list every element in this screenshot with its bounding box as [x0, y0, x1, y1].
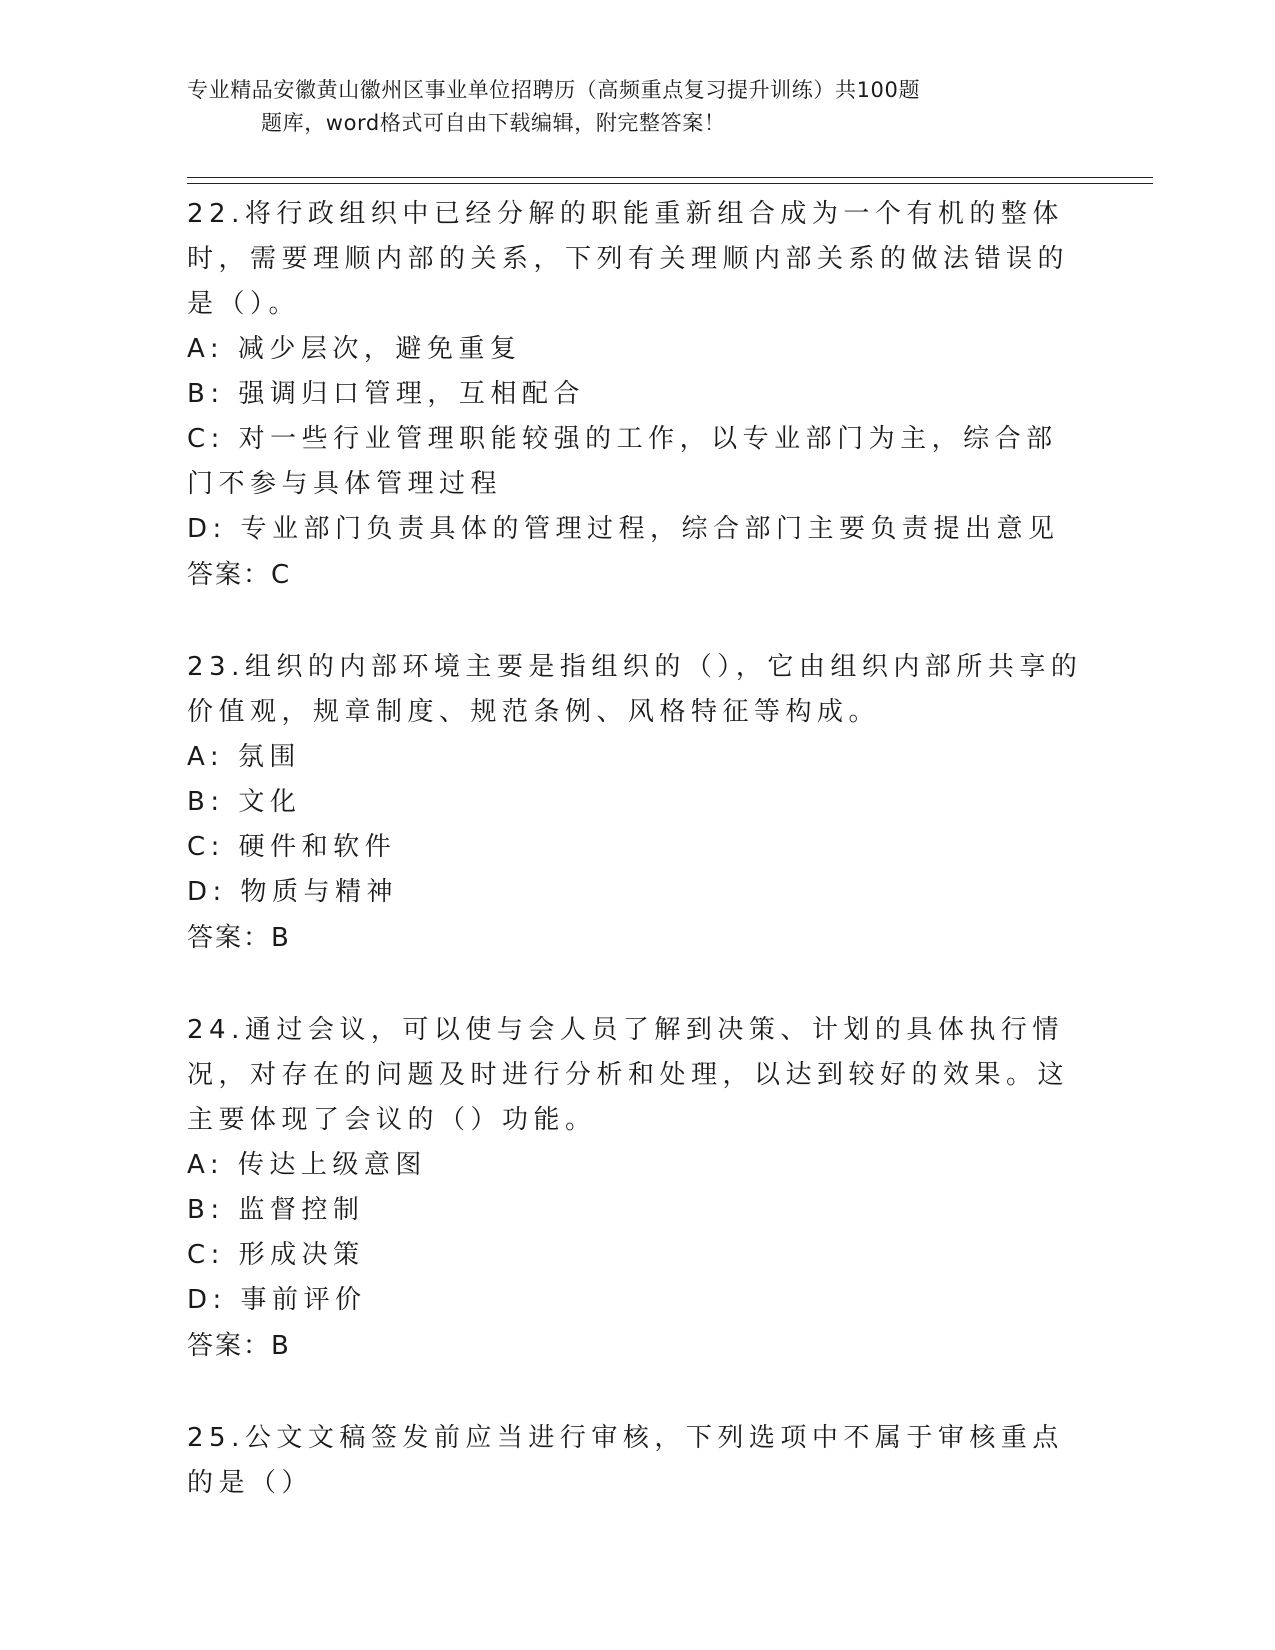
option-a: A: 氛围 — [187, 742, 301, 772]
option-c: C: 形成决策 — [187, 1240, 365, 1270]
option-b: B: 文化 — [187, 787, 302, 817]
document-header — [187, 74, 1047, 140]
option-b: B: 强调归口管理，互相配合 — [187, 379, 585, 409]
header-line-1: 专业精品安徽黄山徽州区事业单位招聘历（高频重点复习提升训练）共100题 — [187, 78, 921, 102]
option-a: A: 传达上级意图 — [187, 1150, 427, 1180]
option-b: B: 监督控制 — [187, 1195, 365, 1225]
question-stem: 24.通过会议，可以使与会人员了解到决策、计划的具体执行情况，对存在的问题及时进行分析和处理，以达到较好的效果。这主要体现了会议的（）功能。 — [187, 1015, 1070, 1135]
question-24 — [187, 1008, 1087, 1369]
option-c: C: 硬件和软件 — [187, 832, 397, 862]
header-divider-bottom — [187, 183, 1153, 184]
question-list — [187, 192, 1087, 1553]
answer-label: 答案： — [187, 560, 272, 590]
question-stem: 23.组织的内部环境主要是指组织的（），它由组织内部所共享的价值观，规章制度、规范条例、风格特征等构成。 — [187, 652, 1083, 727]
answer-line — [187, 915, 1087, 961]
question-25 — [187, 1416, 1087, 1506]
option-d: D: 物质与精神 — [187, 877, 399, 907]
option-d: D: 事前评价 — [187, 1285, 367, 1315]
question-23 — [187, 645, 1087, 961]
answer-line — [187, 1323, 1087, 1369]
option-a: A: 减少层次，避免重复 — [187, 334, 522, 364]
option-d: D: 专业部门负责具体的管理过程，综合部门主要负责提出意见 — [187, 514, 1060, 544]
answer-label: 答案： — [187, 1331, 272, 1361]
answer-value: C — [271, 560, 291, 590]
answer-value: B — [271, 1331, 290, 1361]
question-stem: 25.公文文稿签发前应当进行审核，下列选项中不属于审核重点的是（） — [187, 1423, 1064, 1498]
answer-label: 答案： — [187, 923, 272, 953]
question-22 — [187, 192, 1087, 598]
answer-line — [187, 552, 1087, 598]
header-divider-top — [187, 177, 1153, 178]
header-line-2: 题库，word格式可自由下载编辑，附完整答案！ — [261, 111, 726, 135]
question-stem: 22.将行政组织中已经分解的职能重新组合成为一个有机的整体时，需要理顺内部的关系，下列有关理顺内部关系的做法错误的是（）。 — [187, 199, 1070, 319]
answer-value: B — [271, 923, 290, 953]
option-c: C: 对一些行业管理职能较强的工作，以专业部门为主，综合部门不参与具体管理过程 — [187, 424, 1058, 499]
